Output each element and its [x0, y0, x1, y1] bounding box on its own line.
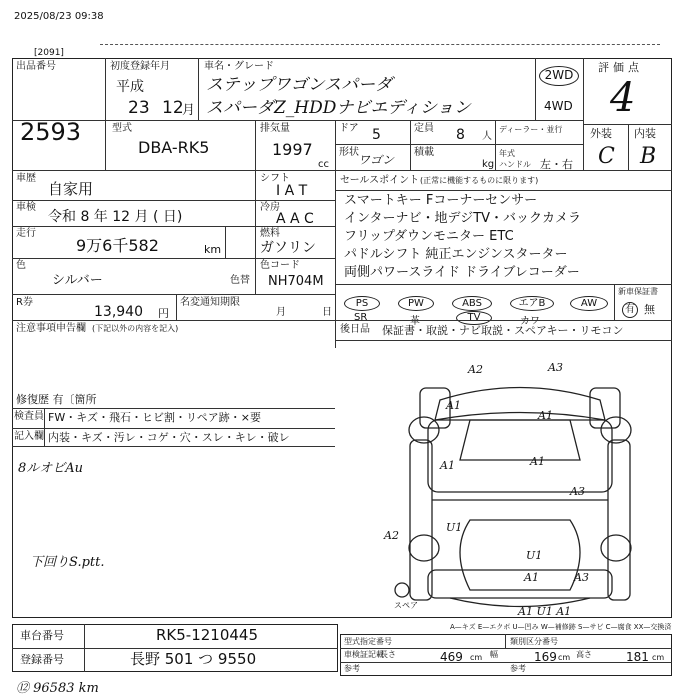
sales-line-5: 両側パワースライド ドライブレコーダー [344, 265, 580, 280]
inspector-interior-codes: 内装・キズ・汚レ・コゲ・穴・スレ・キレ・破レ [48, 431, 290, 444]
height-label: 高さ [576, 650, 592, 659]
capacity-unit: 人 [482, 131, 492, 142]
divider [12, 200, 335, 201]
damage-mark-a2-left: A2 [384, 529, 399, 542]
equip-aw: AW [570, 296, 608, 311]
interior-label: 内装 [634, 127, 656, 140]
aircon-label: 冷房 [260, 202, 280, 213]
sales-line-4: パドルシフト 純正エンジンスターター [344, 247, 568, 262]
type-number-label: 型式指定番号 [344, 637, 392, 646]
damage-mark-a1-hood: A1 [538, 409, 553, 422]
registration-month-unit: 月 [182, 103, 196, 118]
divider [255, 170, 256, 294]
equip-kawa: カワ [520, 316, 540, 327]
equip-abs: ABS [452, 296, 492, 311]
divider [12, 170, 672, 171]
doors-value: 5 [372, 127, 381, 143]
chassis-value: RK5-1210445 [156, 626, 259, 644]
cert-label: 車検証記載 [344, 650, 384, 659]
interior-score: B [640, 144, 657, 169]
damage-mark-a1-left: A1 [446, 399, 461, 412]
color-code-value: NH704M [268, 274, 324, 289]
divider [12, 320, 335, 321]
sales-point-sub: (正常に機能するものに限ります) [420, 176, 539, 185]
divider [12, 258, 335, 259]
notes-label: 注意事項申告欄 [16, 323, 86, 334]
reference-label-1: 参考 [344, 664, 360, 673]
registration-month: 12 [162, 98, 184, 118]
shape-value: ワゴン [358, 153, 395, 167]
notes-sub: (下記以外の内容を記入) [92, 324, 179, 333]
history-value: 自家用 [48, 180, 94, 198]
equip-airbag: エアB [510, 296, 554, 311]
capacity-label: 定員 [414, 123, 434, 134]
color-value: シルバー [52, 273, 103, 288]
handwritten-note-2: 下回りS.ptt. [30, 555, 105, 570]
divider [12, 294, 335, 295]
fuel-label: 燃料 [260, 228, 280, 239]
divider [335, 120, 336, 320]
divider [105, 58, 106, 170]
damage-mark-a3-rear: A3 [574, 571, 589, 584]
divider [44, 408, 45, 446]
plate-value: 長野 501 つ 9550 [130, 650, 257, 668]
color-label: 色 [16, 260, 26, 271]
name-change-label: 名変通知期限 [180, 297, 240, 308]
load-unit: kg [482, 159, 495, 170]
equip-pw: PW [398, 296, 434, 311]
entry-label: 記入欄 [14, 431, 44, 442]
recycle-unit: 円 [158, 307, 169, 320]
divider [335, 144, 583, 145]
class-number-label: 類別区分番号 [510, 637, 558, 646]
car-condition-diagram [380, 360, 660, 620]
divider [12, 446, 335, 447]
mileage-value: 9万6千582 [76, 236, 159, 255]
print-timestamp: 2025/08/23 09:38 [14, 11, 104, 22]
damage-mark-a1-roof: A1 [530, 455, 545, 468]
plate-label: 登録番号 [20, 653, 64, 666]
car-name-label: 車名・グレード [204, 61, 274, 72]
fuel-value: ガソリン [260, 240, 316, 256]
dealer-label: ディーラー・並行 [499, 125, 563, 134]
registration-era: 平成 [116, 79, 144, 95]
divider [340, 662, 672, 663]
top-dashed-rule [100, 44, 660, 45]
displacement-label: 排気量 [260, 123, 290, 134]
width-value: 169 [534, 650, 557, 664]
damage-mark-a3-front: A3 [548, 361, 563, 374]
height-unit: cm [652, 653, 665, 662]
equip-sr: SR [354, 312, 368, 323]
divider [628, 124, 629, 170]
sales-line-2: インターナビ・地デジTV・バックカメラ [344, 211, 582, 226]
damage-mark-bumper: A1 U1 A1 [518, 605, 572, 618]
equip-tv: TV [456, 311, 492, 325]
divider [12, 648, 338, 649]
extras-value: 保証書・取説・ナビ取説・スペアキー・リモコン [382, 324, 624, 337]
divider [84, 624, 85, 672]
lot-number: 2593 [20, 118, 82, 146]
score-value: 4 [610, 75, 636, 121]
warranty-label: 新車保証書 [618, 287, 658, 296]
shift-label: シフト [260, 173, 290, 184]
mileage-unit: km [204, 243, 222, 256]
equip-leather: 革 [410, 316, 420, 327]
sheet-code: [2091] [34, 48, 64, 58]
recycle-value: 13,940 [94, 304, 143, 320]
divider [335, 340, 672, 341]
width-unit: cm [558, 653, 571, 662]
capacity-value: 8 [456, 127, 465, 143]
year-label: 年式 [499, 149, 515, 158]
divider [535, 58, 536, 120]
drive-2wd-circled: 2WD [539, 66, 579, 86]
warranty-yes-circled: 有 [622, 302, 638, 318]
score-label: 評価点 [598, 61, 643, 74]
divider [335, 320, 336, 348]
divider [583, 58, 584, 170]
inspector-label: 検査員 [14, 411, 44, 422]
damage-mark-a1-door: A1 [440, 459, 455, 472]
divider [176, 294, 177, 320]
divider [335, 284, 672, 285]
divider [335, 320, 672, 321]
divider [12, 428, 335, 429]
recycle-label: R券 [16, 297, 33, 308]
inspection-value: 令和 8 年 12 月 ( 日) [48, 209, 183, 225]
registration-year: 23 [128, 98, 150, 118]
length-unit: cm [470, 653, 483, 662]
shift-value: I A T [276, 183, 308, 199]
divider [410, 120, 411, 170]
divider [198, 58, 199, 120]
displacement-unit: cc [318, 159, 329, 170]
day-label: 日 [322, 307, 332, 318]
displacement-value: 1997 [272, 140, 313, 159]
handle-label: ハンドル [499, 160, 531, 169]
damage-legend: A—キズ E—エクボ U—凹み W—補修跡 S—サビ C—腐食 XX—交換済 [450, 623, 672, 631]
equip-ps: PS [344, 296, 380, 311]
doors-label: ドア [339, 123, 359, 134]
inspection-label: 車検 [16, 202, 36, 213]
shape-label: 形状 [339, 147, 359, 158]
color-code-label: 色コード [260, 260, 300, 271]
history-label: 車歴 [16, 173, 36, 184]
model-value: DBA-RK5 [138, 138, 210, 157]
divider [12, 408, 335, 409]
sales-line-1: スマートキー Fコーナーセンサー [344, 193, 538, 208]
load-label: 積載 [414, 147, 434, 158]
reference-label-2: 参考 [510, 664, 526, 673]
mileage-label: 走行 [16, 228, 36, 239]
length-value: 469 [440, 650, 463, 664]
color-change-label: 色替 [230, 275, 250, 286]
length-label: 長さ [380, 650, 396, 659]
month-label: 月 [276, 307, 286, 318]
warranty-no: 無 [644, 303, 655, 316]
aircon-value: A A C [276, 211, 314, 227]
damage-mark-a2-front: A2 [468, 363, 483, 376]
lot-label: 出品番号 [16, 61, 56, 72]
handwritten-note-1: 8ルオビAu [18, 461, 84, 476]
divider [225, 226, 226, 258]
damage-mark-a1-rear: A1 [524, 571, 539, 584]
height-value: 181 [626, 650, 649, 664]
divider [340, 648, 672, 649]
damage-mark-u1-left: U1 [446, 521, 463, 534]
chassis-label: 車台番号 [20, 629, 64, 642]
exterior-label: 外装 [590, 127, 612, 140]
model-label: 型式 [112, 123, 132, 134]
divider [12, 120, 584, 121]
divider [495, 120, 496, 170]
car-name: ステップワゴンスパーダ [206, 75, 393, 95]
damage-mark-u1-rear: U1 [526, 549, 543, 562]
drive-4wd: 4WD [544, 99, 573, 113]
sales-point-label: セールスポイント [340, 175, 420, 186]
car-grade: スパーダZ_HDDナビエディション [206, 98, 471, 118]
width-label: 幅 [490, 650, 498, 659]
handle-value: 左・右 [540, 158, 573, 171]
exterior-score: C [598, 144, 615, 169]
handwritten-footer-mileage: ⑫ 96583 km [16, 681, 99, 696]
spare-label: スペア [394, 601, 418, 610]
sales-line-3: フリップダウンモニター ETC [344, 229, 514, 244]
inspector-exterior-codes: FW・キズ・飛石・ヒビ割・リペア跡・×要 [48, 411, 261, 424]
registration-label: 初度登録年月 [110, 61, 170, 72]
extras-label: 後日品 [340, 324, 370, 335]
divider [255, 120, 256, 170]
damage-mark-a3-right: A3 [570, 485, 585, 498]
divider [335, 190, 672, 191]
divider [505, 634, 506, 648]
divider [614, 284, 615, 320]
repair-history: 修復歴 有〔箇所 [16, 393, 97, 406]
